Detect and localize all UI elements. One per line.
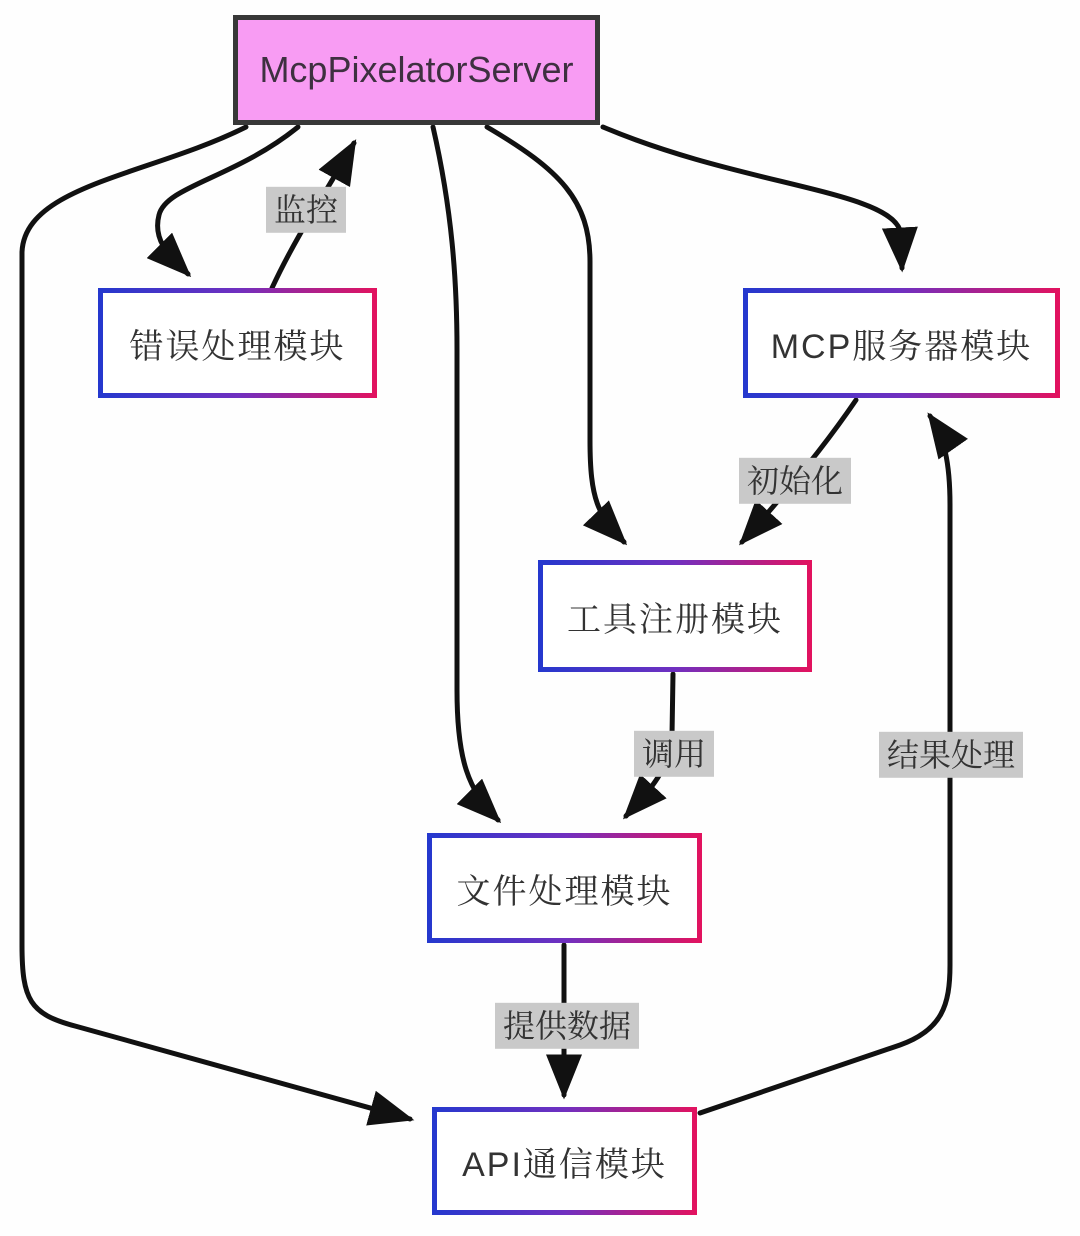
node-mcp-pixelator-server <box>233 15 600 125</box>
edge-server-to-api <box>22 127 410 1119</box>
node-api-comm-label: API通信模块 <box>462 1145 667 1184</box>
edge-label-invoke: 调用 <box>634 731 714 777</box>
node-api-comm <box>432 1107 697 1215</box>
edge-server-to-tool <box>487 127 624 542</box>
edge-label-result-handling: 结果处理 <box>879 732 1023 778</box>
edge-label-initialize: 初始化 <box>739 458 851 504</box>
node-file-processor-label: 文件处理模块 <box>456 872 673 911</box>
edge-server-to-mcp <box>603 127 902 268</box>
node-mcp-server-module <box>743 288 1060 398</box>
node-error-handler-label: 错误处理模块 <box>129 327 346 366</box>
node-file-processor <box>427 833 702 943</box>
node-mcp-pixelator-server-label: McpPixelatorServer <box>259 49 574 90</box>
edge-label-monitor: 监控 <box>266 187 346 233</box>
edge-label-provide-data: 提供数据 <box>495 1003 639 1049</box>
node-tool-registry-label: 工具注册模块 <box>567 600 783 639</box>
node-error-handler <box>98 288 377 398</box>
node-mcp-server-module-label: MCP服务器模块 <box>770 327 1033 366</box>
edge-server-to-file <box>433 127 498 820</box>
node-tool-registry <box>538 560 812 672</box>
